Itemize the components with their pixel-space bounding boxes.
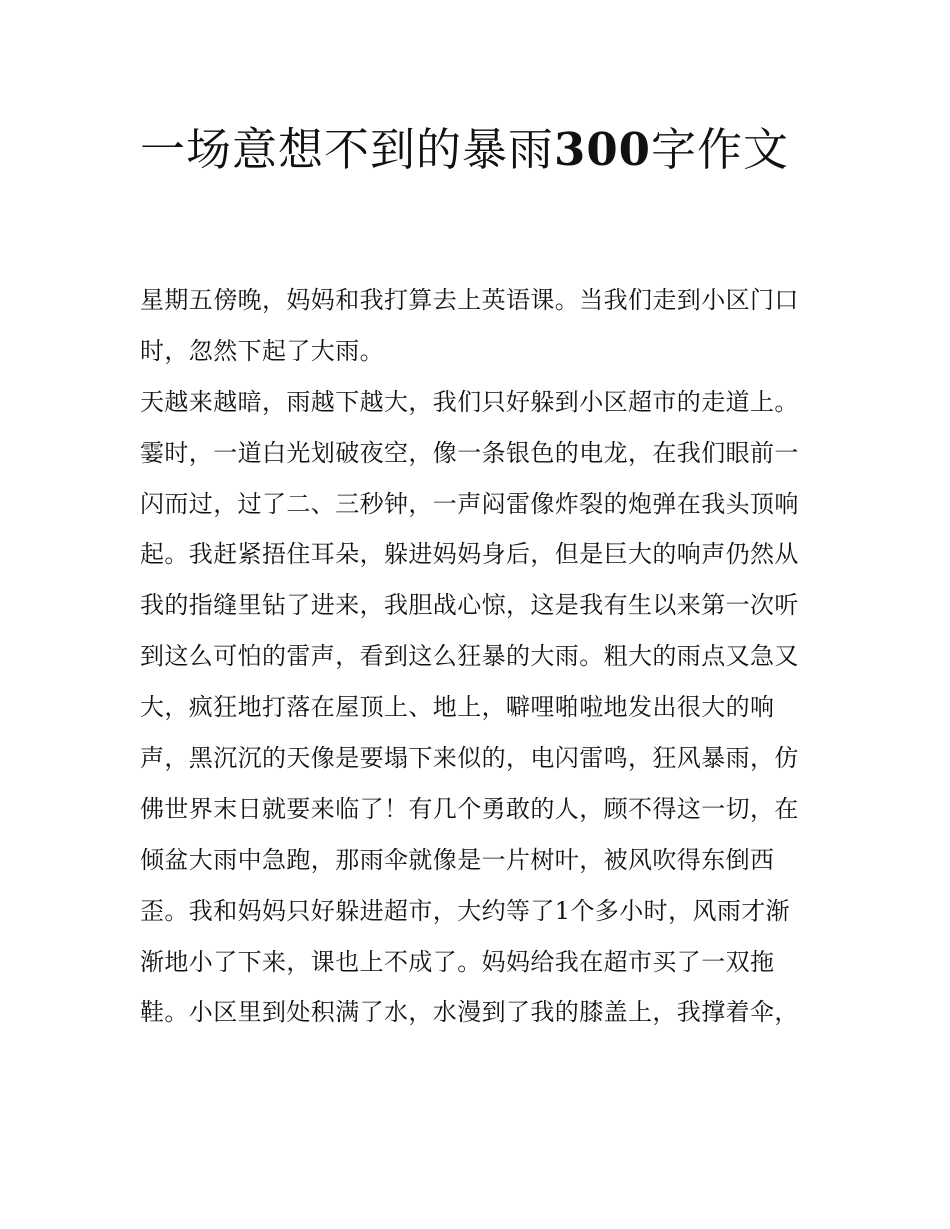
text-line: 歪。我和妈妈只好躲进超市，大约等了1个多小时，风雨才渐 bbox=[140, 896, 791, 925]
text-line: 到这么可怕的雷声，看到这么狂暴的大雨。粗大的雨点又急又 bbox=[140, 642, 799, 671]
text-line: 霎时，一道白光划破夜空，像一条银色的电龙，在我们眼前一 bbox=[140, 438, 799, 467]
text-line: 大，疯狂地打落在屋顶上、地上，噼哩啪啦地发出很大的响 bbox=[140, 693, 775, 722]
text-line: 天越来越暗，雨越下越大，我们只好躲到小区超市的走道上。 bbox=[140, 387, 799, 416]
text-line: 倾盆大雨中急跑，那雨伞就像是一片树叶，被风吹得东倒西 bbox=[140, 845, 775, 874]
text-line: 我的指缝里钻了进来，我胆战心惊，这是我有生以来第一次听 bbox=[140, 591, 799, 620]
title-text-end: 字作文 bbox=[650, 123, 789, 176]
text-line: 声，黑沉沉的天像是要塌下来似的，电闪雷鸣，狂风暴雨，仿 bbox=[140, 744, 799, 773]
document-title bbox=[140, 112, 820, 188]
title-number: 300 bbox=[554, 123, 651, 176]
text-line: 佛世界末日就要来临了！有几个勇敢的人，顾不得这一切，在 bbox=[140, 794, 799, 823]
text-line: 闪而过，过了二、三秒钟，一声闷雷像炸裂的炮弹在我头顶响 bbox=[140, 489, 799, 518]
text-line: 星期五傍晚，妈妈和我打算去上英语课。当我们走到小区门口 bbox=[140, 286, 799, 314]
text-line: 鞋。小区里到处积满了水，水漫到了我的膝盖上，我撑着伞， bbox=[140, 998, 799, 1027]
text-line: 渐地小了下来，课也上不成了。妈妈给我在超市买了一双拖 bbox=[140, 947, 775, 976]
text-line: 时，忽然下起了大雨。 bbox=[140, 336, 384, 365]
essay-body bbox=[140, 280, 830, 1043]
text-line: 起。我赶紧捂住耳朵，躲进妈妈身后，但是巨大的响声仍然从 bbox=[140, 540, 799, 569]
title-text: 一场意想不到的暴雨 bbox=[140, 123, 555, 176]
